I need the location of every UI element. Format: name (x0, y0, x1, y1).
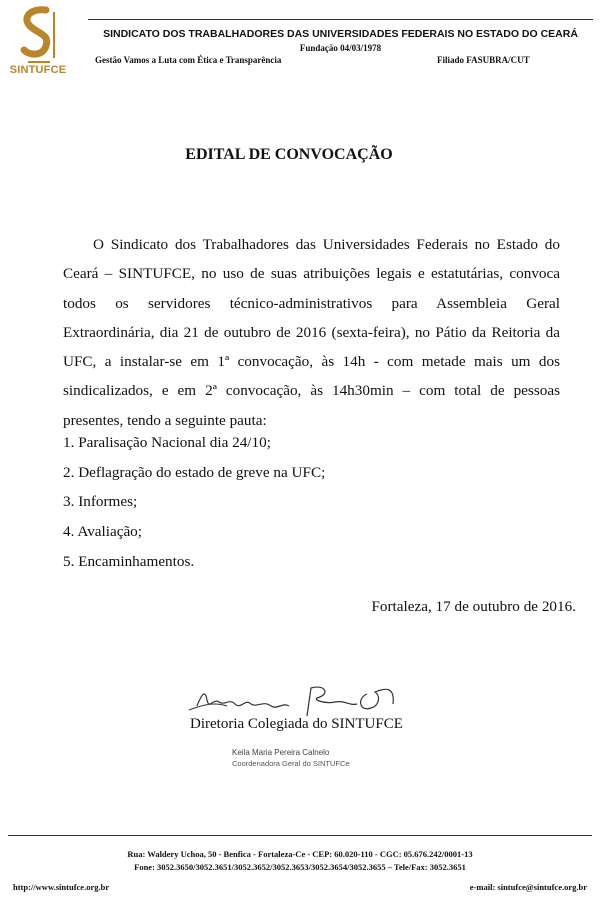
footer-website: http://www.sintufce.org.br (13, 882, 110, 892)
footer-address: Rua: Waldery Uchoa, 50 - Benfica - Fortaleza-Ce - CEP: 60.020-110 - CGC: 05.676.242/0001-13 (127, 849, 473, 859)
footer-rule (8, 835, 592, 836)
organization-name: SINDICATO DOS TRABALHADORES DAS UNIVERSIDADES FEDERAIS NO ESTADO DO CEARÁ (103, 28, 578, 40)
agenda-item: 3. Informes; (63, 493, 138, 511)
agenda-item: 1. Paralisação Nacional dia 24/10; (63, 434, 271, 451)
body-paragraph: O Sindicato dos Trabalhadores das Universidades Federais no Estado do Ceará – SINTUFCE, no uso de suas atribuições legais e estatutárias, convoca todos os servidores técnico-administrativos para Assembleia Geral Extraordinária, dia 21 de outubro de 2016 (sexta-feira), no Pátio da Reitoria da UFC, a instalar-se em 1ª convocação, às 14h - com metade mais um dos sindicalizados, e em 2ª convocação, às 14h30min – com total de pessoas presentes, tendo a seguinte pauta: (63, 236, 560, 429)
agenda-item: 2. Deflagração do estado de greve na UFC; (63, 463, 326, 481)
logo-text: SINTUFCE (9, 64, 67, 76)
affiliation: Filiado FASUBRA/CUT (437, 55, 530, 65)
footer-phones: Fone: 3052.3650/3052.3651/3052.3652/3052.3653/3052.3654/3052.3655 – Tele/Fax: 3052.3651 (134, 862, 466, 872)
agenda-list (63, 428, 325, 576)
agenda-item: 5. Encaminhamentos. (63, 552, 195, 570)
agenda-item: 4. Avaliação; (63, 523, 142, 541)
stamp-name: Keila Maria Pereira Calnelo (232, 748, 330, 757)
place-and-date: Fortaleza, 17 de outubro de 2016. (371, 598, 576, 615)
sintufce-logo-mark-icon (8, 4, 70, 66)
header-rule (88, 19, 593, 20)
document-title: EDITAL DE CONVOCAÇÃO (185, 146, 393, 163)
stamp-role: Coordenadora Geral do SINTUFCe (232, 759, 350, 768)
signatory-board: Diretoria Colegiada do SINTUFCE (190, 716, 403, 732)
footer-email: e-mail: sintufce@sintufce.org.br (469, 882, 587, 892)
founding-date: Fundação 04/03/1978 (299, 43, 382, 53)
motto: Gestão Vamos a Luta com Ética e Transparência (95, 55, 282, 65)
